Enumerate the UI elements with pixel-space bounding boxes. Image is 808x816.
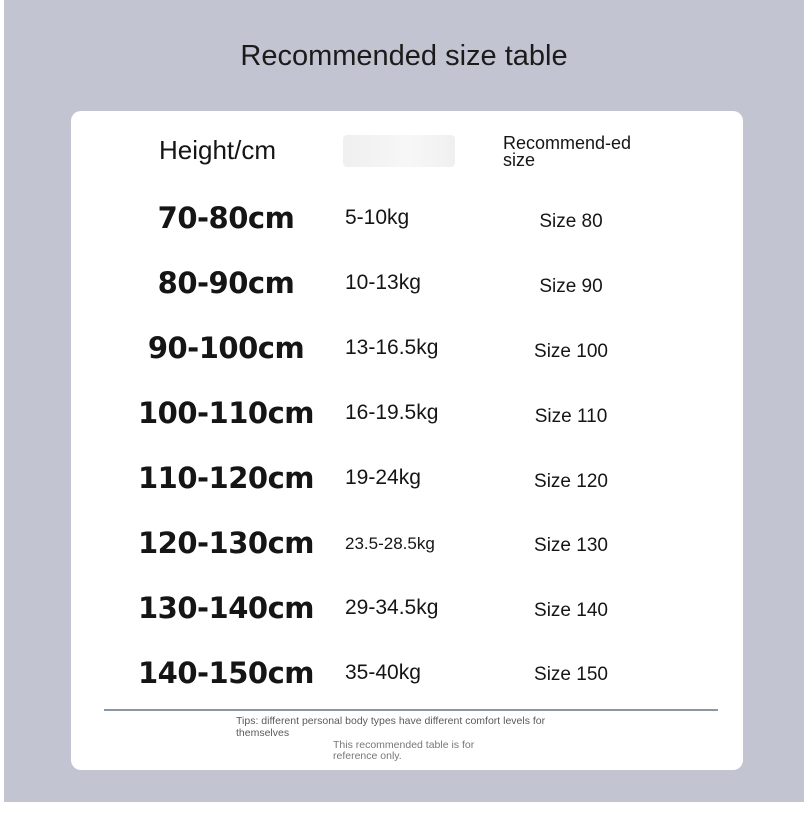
header-recommended-size: Recommend-ed size xyxy=(503,133,632,170)
row-height: 70-80cm xyxy=(157,201,295,235)
row-size: Size 120 xyxy=(534,471,608,492)
row-weight: 23.5-28.5kg xyxy=(345,534,435,553)
row-height: 130-140cm xyxy=(137,591,314,625)
row-weight: 35-40kg xyxy=(345,661,421,684)
row-size: Size 150 xyxy=(534,664,608,685)
row-height: 90-100cm xyxy=(147,331,305,365)
row-height: 120-130cm xyxy=(137,526,314,560)
row-size: Size 140 xyxy=(534,600,608,621)
header-height: Height/cm xyxy=(159,135,277,165)
row-size: Size 110 xyxy=(534,406,608,427)
reference-note: This recommended table is for reference only. xyxy=(333,739,475,762)
row-weight: 10-13kg xyxy=(345,271,421,294)
row-height: 100-110cm xyxy=(137,396,314,430)
row-weight: 13-16.5kg xyxy=(345,336,439,359)
row-weight: 16-19.5kg xyxy=(345,401,439,424)
row-weight: 19-24kg xyxy=(345,466,421,489)
comfort-tip: Tips: different personal body types have different comfort levels for themselves xyxy=(236,715,546,739)
row-size: Size 130 xyxy=(534,535,608,556)
row-size: Size 100 xyxy=(534,341,608,362)
row-height: 110-120cm xyxy=(137,461,314,495)
table-divider xyxy=(104,709,718,711)
row-weight: 29-34.5kg xyxy=(345,596,439,619)
header-weight-blurred xyxy=(343,135,455,167)
row-height: 140-150cm xyxy=(137,656,314,690)
row-size: Size 80 xyxy=(539,211,603,232)
row-weight: 5-10kg xyxy=(345,206,410,229)
row-size: Size 90 xyxy=(539,276,603,297)
page-title: Recommended size table xyxy=(240,40,568,72)
row-height: 80-90cm xyxy=(157,266,295,300)
size-table-card xyxy=(71,111,743,770)
